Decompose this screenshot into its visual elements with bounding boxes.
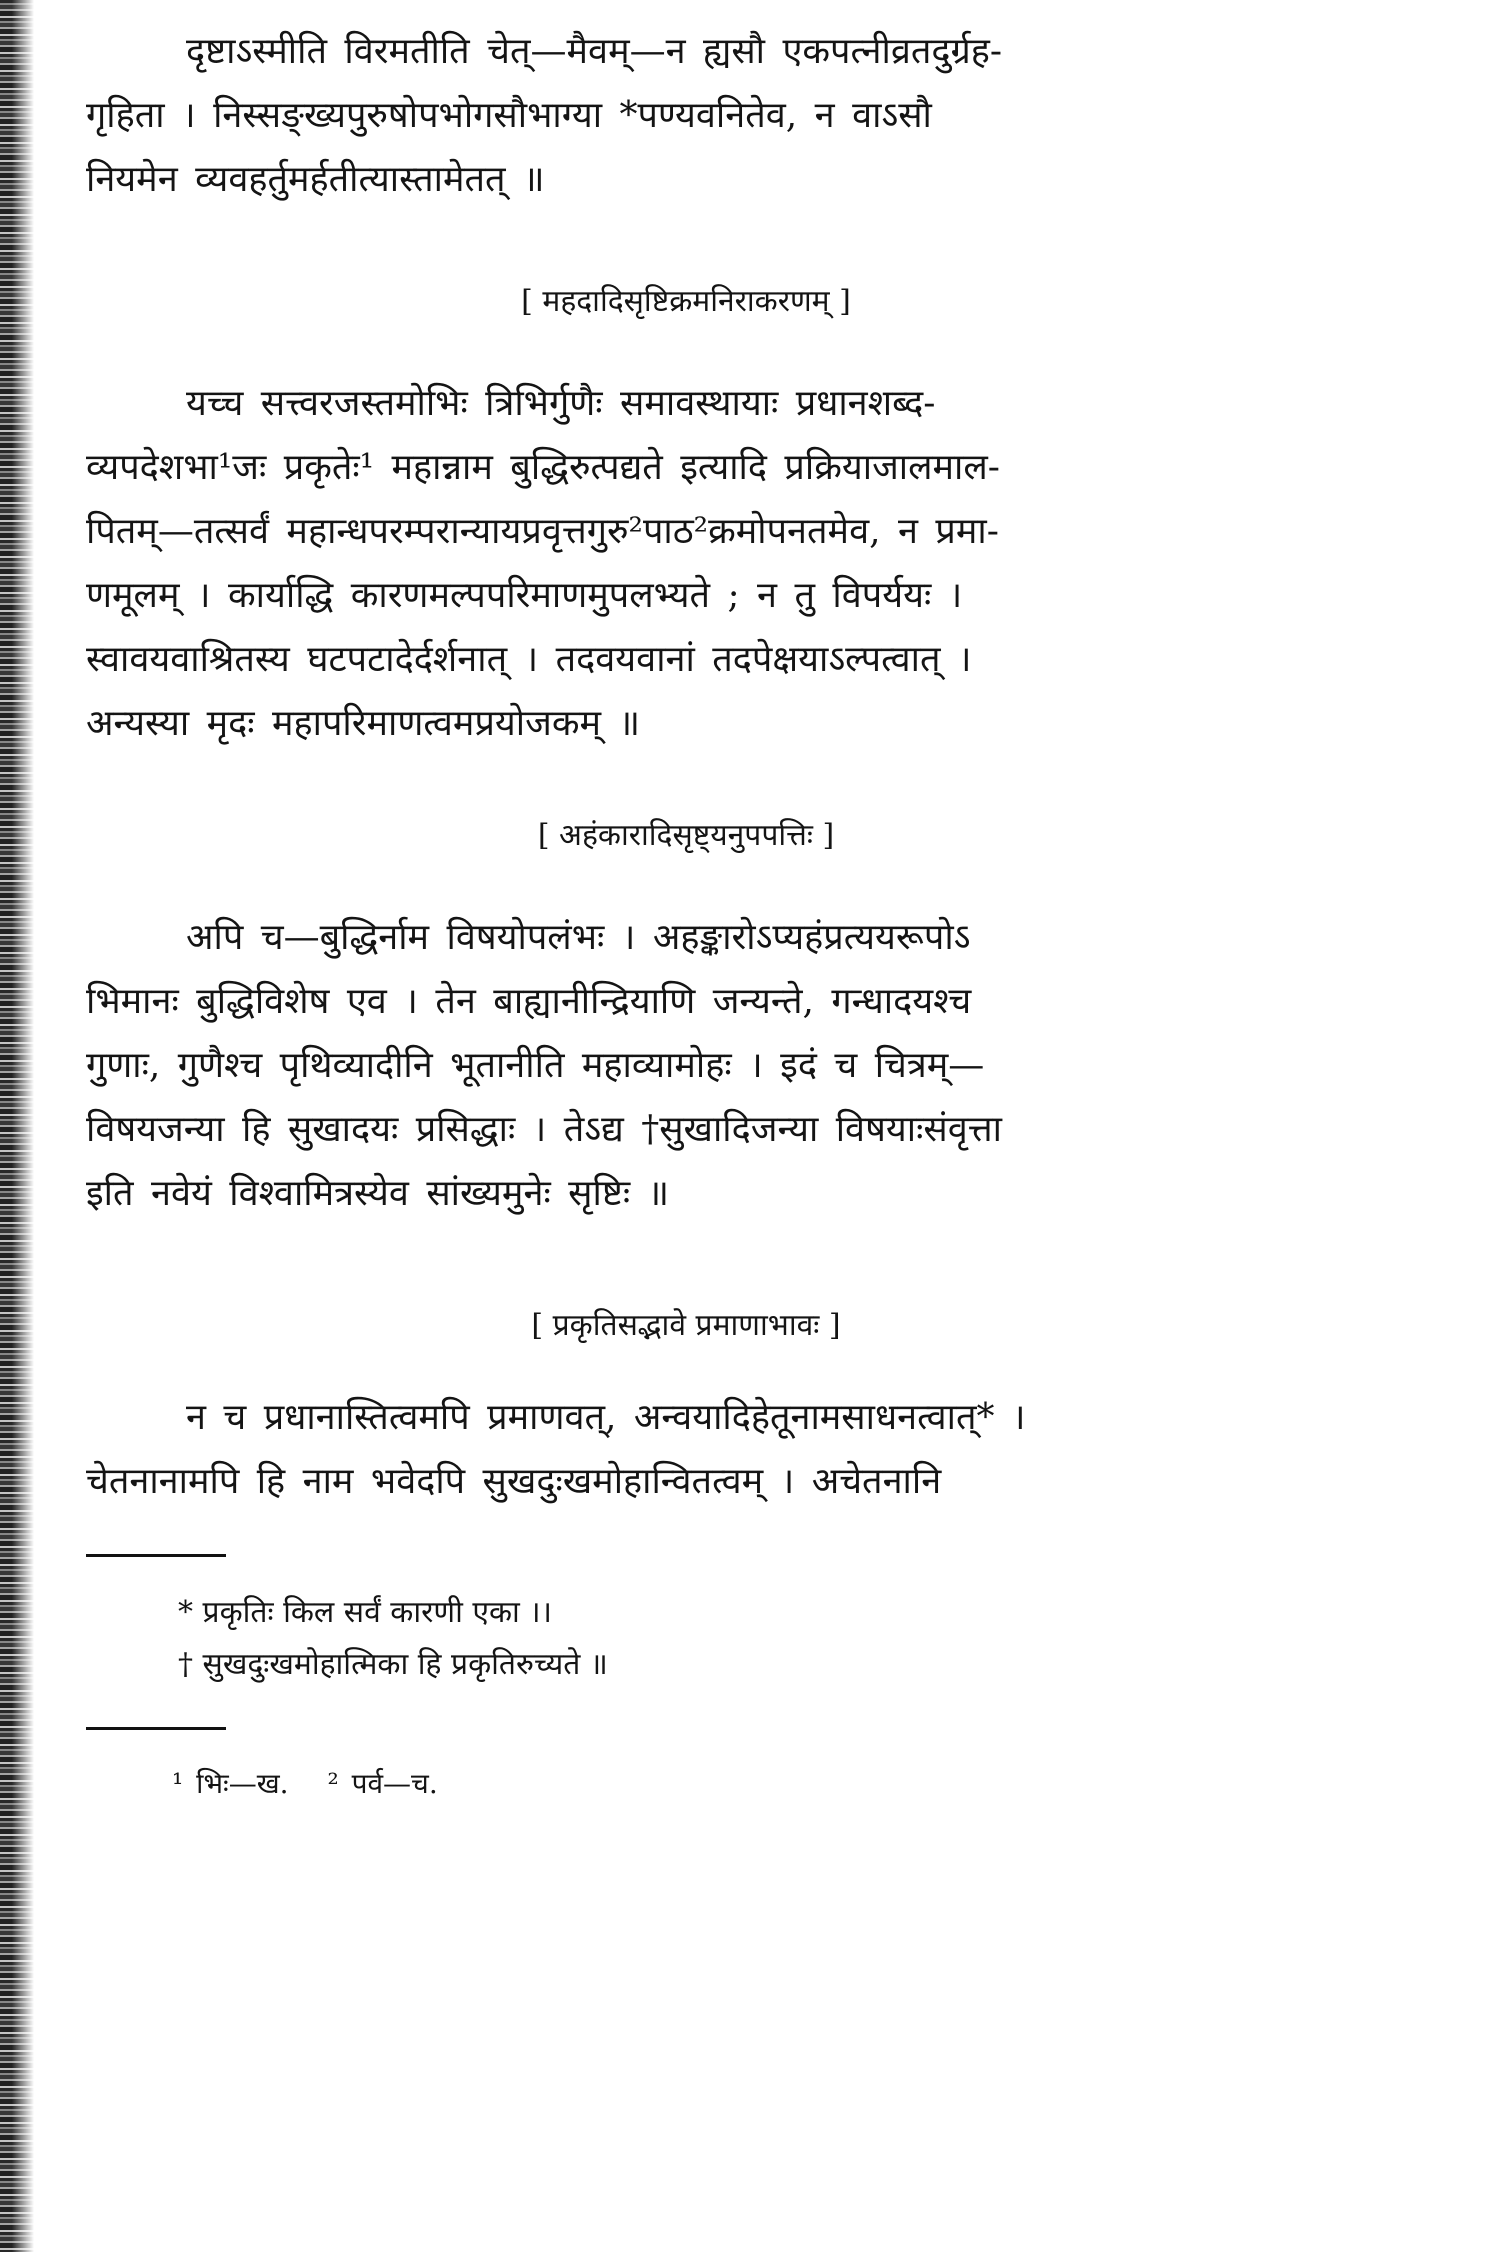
variant-note-2: ² पर्व—च. — [327, 1767, 438, 1800]
text-line: व्यपदेशभा¹जः प्रकृतेः¹ महान्नाम बुद्धिरुत्पद्यते इत्यादि प्रक्रियाजालमाल- — [86, 447, 1000, 488]
text-line: न च प्रधानास्तित्वमपि प्रमाणवत्, अन्वयादिहेतूनामसाधनत्वात्* । — [186, 1397, 1026, 1438]
text-line: यच्च सत्त्वरजस्तमोभिः त्रिभिर्गुणैः समावस्थायाः प्रधानशब्द- — [186, 383, 936, 424]
section-heading-3: [ प्रकृतिसद्भावे प्रमाणाभावः ] — [531, 1308, 841, 1343]
text-line: अन्यस्या मृदः महापरिमाणत्वमप्रयोजकम् ॥ — [86, 703, 641, 744]
text-line: दृष्टाऽस्मीति विरमतीति चेत्—मैवम्—न ह्यसौ एकपत्नीव्रतदुर्ग्रह- — [186, 31, 1003, 72]
paragraph-4 — [86, 1386, 1286, 1514]
footnote-2: † सुखदुःखमोहात्मिका हि प्रकृतिरुच्यते ॥ — [178, 1647, 608, 1682]
text-line: गुणाः, गुणैश्च पृथिव्यादीनि भूतानीति महाव्यामोहः । इदं च चित्रम्— — [86, 1045, 985, 1086]
text-line: णमूलम् । कार्याद्धि कारणमल्पपरिमाणमुपलभ्यते ; न तु विपर्ययः । — [86, 575, 963, 616]
footnote-1: * प्रकृतिः किल सर्वं कारणी एका ।। — [178, 1595, 553, 1630]
text-line: पितम्—तत्सर्वं महान्धपरम्परान्यायप्रवृत्तगुरु²पाठ²क्रमोपनतमेव, न प्रमा- — [86, 511, 999, 552]
text-line: विषयजन्या हि सुखादयः प्रसिद्धाः । तेऽद्य †सुखादिजन्या विषयाःसंवृत्ता — [86, 1109, 1002, 1150]
section-heading-2: [ अहंकारादिसृष्ट्यनुपपत्तिः ] — [537, 818, 835, 853]
page-body — [86, 20, 1286, 1808]
paragraph-2 — [86, 372, 1286, 756]
section-heading-1: [ महदादिसृष्टिक्रमनिराकरणम् ] — [521, 284, 851, 319]
text-line: चेतनानामपि हि नाम भवेदपि सुखदुःखमोहान्वितत्वम् । अचेतनानि — [86, 1461, 942, 1502]
text-line: नियमेन व्यवहर्तुमर्हतीत्यास्तामेतत् ॥ — [86, 159, 545, 200]
variant-note-1: ¹ भिः—ख. — [172, 1767, 289, 1800]
variant-notes — [86, 1760, 1286, 1808]
text-line: स्वावयवाश्रितस्य घटपटादेर्दर्शनात् । तदवयवानां तदपेक्षयाऽल्पत्वात् । — [86, 639, 972, 680]
paragraph-3 — [86, 906, 1286, 1226]
scan-edge-artifact — [0, 0, 34, 2252]
text-line: अपि च—बुद्धिर्नाम विषयोपलंभः । अहङ्कारोऽप्यहंप्रत्ययरूपोऽ — [186, 917, 971, 958]
text-line: गृहिता । निस्सङ्ख्यपुरुषोपभोगसौभाग्या *पण्यवनितेव, न वाऽसौ — [86, 95, 932, 136]
text-line: इति नवेयं विश्वामित्रस्येव सांख्यमुनेः सृष्टिः ॥ — [86, 1173, 670, 1214]
text-line: भिमानः बुद्धिविशेष एव । तेन बाह्यानीन्द्रियाणि जन्यन्ते, गन्धादयश्च — [86, 981, 972, 1022]
paragraph-1 — [86, 20, 1286, 212]
